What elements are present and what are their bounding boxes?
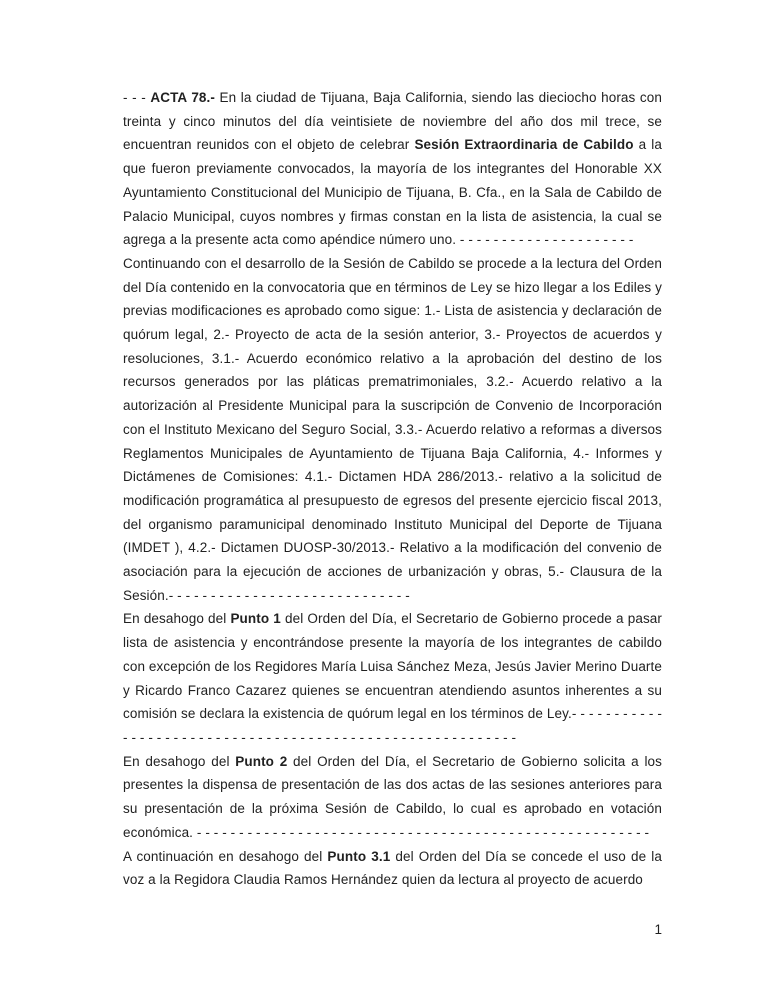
- text-run: Continuando con el desarrollo de la Sesión de Cabildo se procede a la lectura del Orden del Día contenido en la convocatoria que en términos de Ley se hizo llegar a los Ediles y previas modificaciones es aprobado como sigue: 1.- Lista de asistencia y declaración de quórum legal, 2.- Proyecto de acta de la sesión anterior, 3.- Proyectos de acuerdos y resoluciones, 3.1.- Acuerdo económico relativo a la aprobación del destino de los recursos generados por las pláticas prematrimoniales, 3.2.- Acuerdo relativo a la autorización al Presidente Municipal para la suscripción de Convenio de Incorporación con el Instituto Mexicano del Seguro Social, 3.3.- Acuerdo relativo a reformas a diversos Reglamentos Municipales de Ayuntamiento de Tijuana Baja California, 4.- Informes y Dictámenes de Comisiones: 4.1.- Dictamen HDA 286/2013.- relativo a la solicitud de modificación programática al presupuesto de egresos del presente ejercicio fiscal 2013, del organismo paramunicipal denominado Instituto Municipal del Deporte de Tijuana (IMDET ), 4.2.- Dictamen DUOSP-30/2013.- Relativo a la modificación del convenio de asociación para la ejecución de acciones de urbanización y obras, 5.- Clausura de la Sesión.- - - - - - - - - - - - - - - - - - - - - - - - - - - - -: [123, 255, 662, 603]
- paragraph-punto-3-1: [123, 845, 662, 892]
- paragraph-orden-del-dia: [123, 252, 662, 608]
- text-run: En desahogo del: [123, 611, 231, 627]
- text-run: En la ciudad de Tijuana, Baja California, siendo las dieciocho horas con treinta y cinco minutos del día veintisiete de noviembre del año dos mil trece, se encuentran reunidos con el objeto de celebrar: [123, 90, 662, 153]
- text-run: A continuación en desahogo del: [123, 848, 328, 864]
- paragraph-punto-1: [123, 607, 662, 749]
- text-run-bold-sesion-extraordinaria: Sesión Extraordinaria de Cabildo: [414, 137, 634, 153]
- text-run-bold-punto-3-1: Punto 3.1: [327, 848, 391, 864]
- text-run: del Orden del Día, el Secretario de Gobierno solicita a los presentes la dispensa de presentación de las dos actas de las sesiones anteriores para su presentación de la próxima Sesión de Cabildo, lo cual es aprobado en votación económica. - - - - - - - - - - - - - - - - - - - - - - - - - - - - - - - - - - - - - - - - - - - - - - - - - - - - - -: [123, 753, 663, 840]
- text-run: del Orden del Día, el Secretario de Gobierno procede a pasar lista de asistencia y encontrándose presente la mayoría de los integrantes de cabildo con excepción de los Regidores María Luisa Sánchez Meza, Jesús Javier Merino Duarte y Ricardo Franco Cazarez quienes se encuentran atendiendo asuntos inherentes a su comisión se declara la existencia de quórum legal en los términos de Ley.- - - - - - - - - - - - - - - - - - - - - - - - - - - - - - - - - - - - - - - - - - - - - - - - - - - - - - - - - -: [123, 611, 662, 745]
- text-run-bold-punto-2: Punto 2: [235, 753, 288, 769]
- page-number: 1: [654, 921, 662, 937]
- text-run: - - -: [123, 90, 151, 105]
- text-run: del Orden del Día se concede el uso de la voz a la Regidora Claudia Ramos Hernández quien da lectura al proyecto de acuerdo: [123, 848, 662, 888]
- paragraph-acta-header: [123, 86, 662, 252]
- text-run-bold-punto-1: Punto 1: [230, 611, 281, 627]
- text-run: a la que fueron previamente convocados, la mayoría de los integrantes del Honorable XX Ayuntamiento Constitucional del Municipio de Tijuana, B. Cfa., en la Sala de Cabildo de Palacio Municipal, cuyos nombres y firmas constan en la lista de asistencia, la cual se agrega a la presente acta como apéndice número uno. - - - - - - - - - - - - - - - - - - - - -: [123, 137, 662, 248]
- text-run: En desahogo del: [123, 753, 236, 769]
- paragraph-punto-2: [123, 750, 662, 845]
- text-run-bold-acta-78: ACTA 78.-: [150, 90, 215, 105]
